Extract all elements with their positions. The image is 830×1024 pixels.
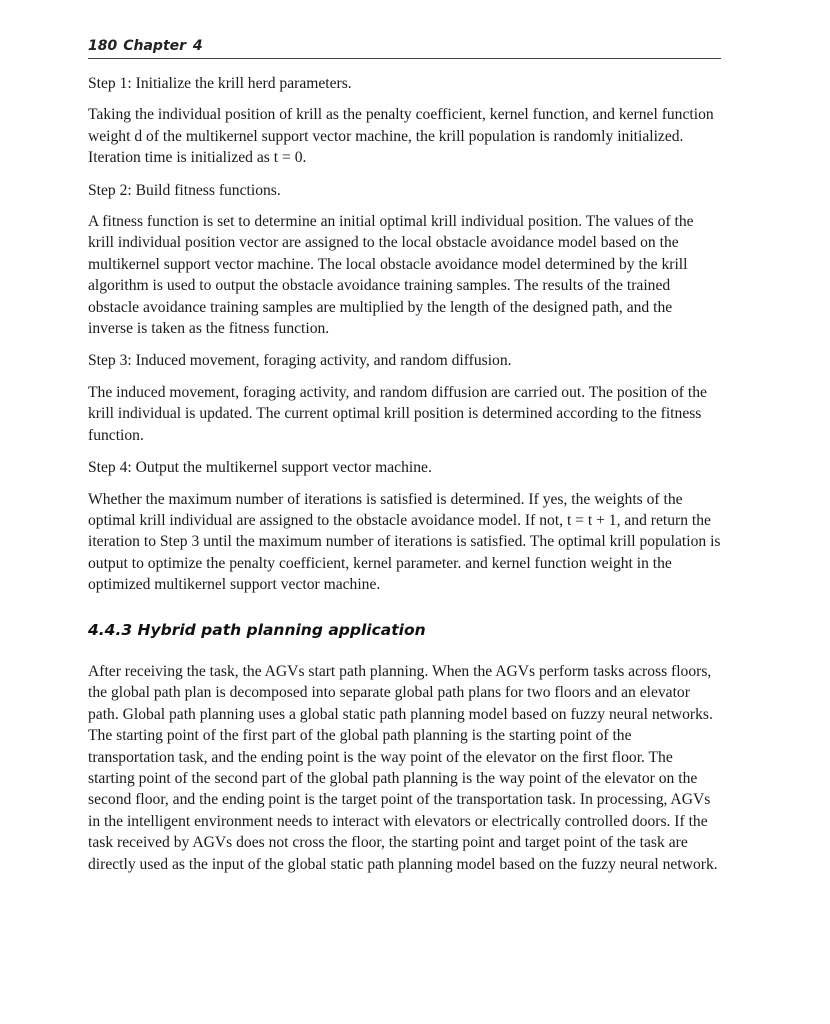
book-page xyxy=(88,38,721,886)
step-4-title: Step 4: Output the multikernel support vector machine. xyxy=(88,459,432,477)
page-body xyxy=(88,73,721,875)
step-2-body: A fitness function is set to determine an initial optimal krill individual position. The values of the krill individual position vector are assigned to the local obstacle avoidance model based on the multikernel support vector machine. The local obstacle avoidance model determined by the krill algorithm is used to output the obstacle avoidance training samples. The results of the trained obstacle avoidance training samples are multiplied by the length of the designed path, and the inverse is taken as the fitness function. xyxy=(88,213,694,338)
section-heading: 4.4.3 Hybrid path planning application xyxy=(88,620,426,639)
running-header xyxy=(88,38,721,59)
step-1-body: Taking the individual position of krill as the penalty coefficient, kernel function, and kernel function weight d of the multikernel support vector machine, the krill population is randomly initialized. Iteration time is initialized as t = 0. xyxy=(88,106,714,167)
step-2-title: Step 2: Build fitness functions. xyxy=(88,181,281,199)
step-3-title: Step 3: Induced movement, foraging activity, and random diffusion. xyxy=(88,352,512,370)
step-1-title: Step 1: Initialize the krill herd parameters. xyxy=(88,75,352,92)
chapter-label: Chapter 4 xyxy=(123,38,203,54)
step-3-body: The induced movement, foraging activity, and random diffusion are carried out. The position of the krill individual is updated. The current optimal krill position is determined according to the fitness function. xyxy=(88,383,707,444)
section-body: After receiving the task, the AGVs start path planning. When the AGVs perform tasks across floors, the global path plan is decomposed into separate global path plans for two floors and an elevator path. Global path planning uses a global static path planning model based on fuzzy neural networks. The starting point of the first part of the global path planning is the starting point of the transportation task, and the ending point is the way point of the elevator on the first floor. The starting point of the second part of the global path planning is the way point of the elevator on the second floor, and the ending point is the target point of the transportation task. In processing, AGVs in the intelligent environment needs to interact with elevators or electrically controlled doors. If the task received by AGVs does not cross the floor, the starting point and target point of the task are directly used as the input of the global static path planning model based on the fuzzy neural network. xyxy=(88,662,718,873)
page-number: 180 xyxy=(88,38,118,54)
step-4-body: Whether the maximum number of iterations is satisfied is determined. If yes, the weights of the optimal krill individual are assigned to the obstacle avoidance model. If not, t = t + 1, and return the iteration to Step 3 until the maximum number of iterations is satisfied. The optimal krill population is output to optimize the penalty coefficient, kernel parameter. and kernel function weight in the optimized multikernel support vector machine. xyxy=(88,490,721,594)
